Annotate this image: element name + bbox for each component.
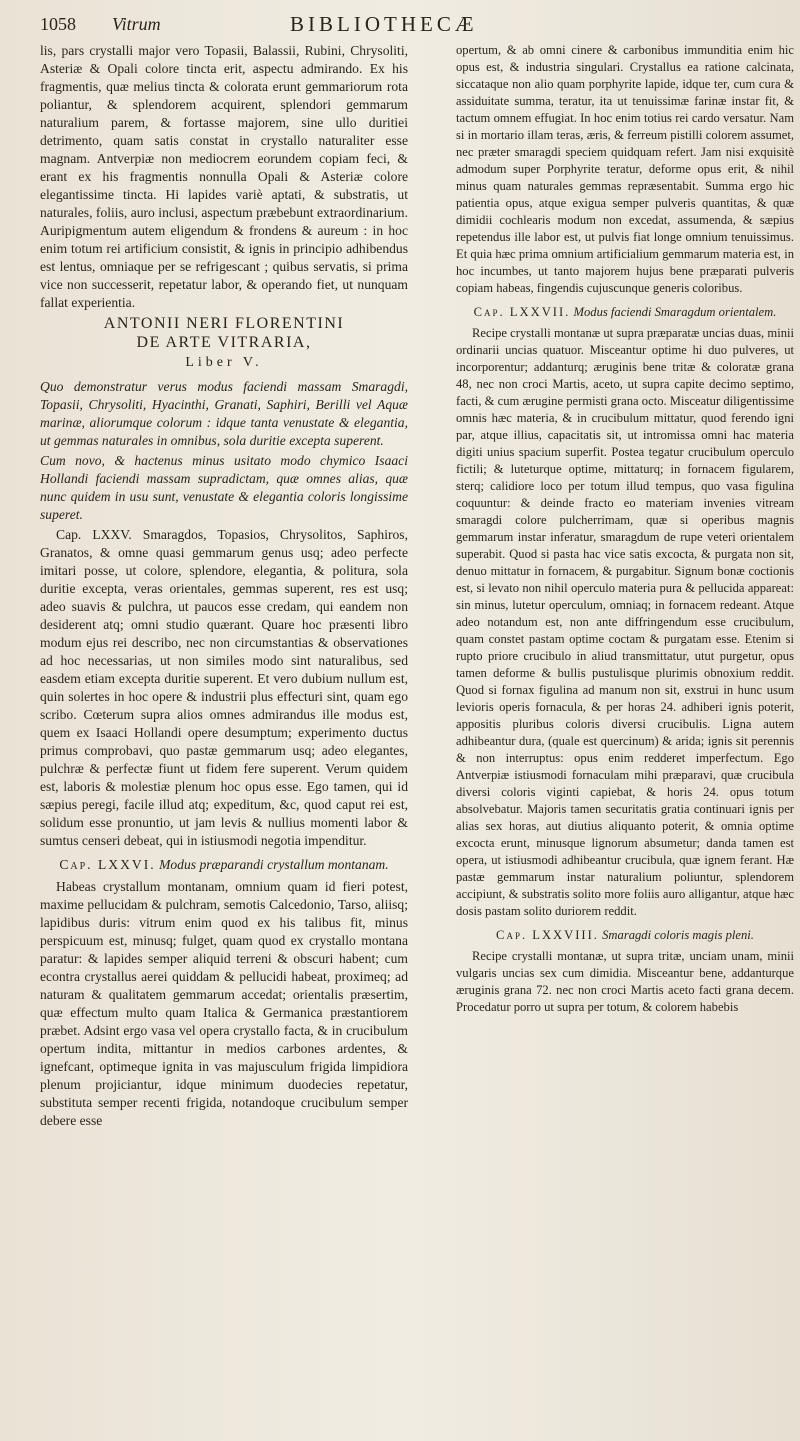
book-title-author: ANTONII NERI FLORENTINI [103,315,345,332]
book-number: Liber V. [185,355,263,370]
book-title-work: DE ARTE VITRARIA, [136,334,312,351]
chapter-title: Modus præparandi crystallum montanam. [159,857,389,872]
chapter-77-heading [456,303,794,321]
chapter-76-heading [40,856,408,874]
chapter-text: Smaragdos, Topasios, Chrysolitos, Saphiros, Granatos, & omne quasi gemmarum genus usq; adeo perfecte imitari posse, ut colore, splendore, elegantia, & politura, sola duritie excepta, veras orientales, gemmas superent, res est usq; adeo suavis & pulchra, ut paucos esse credam, qui eandem non desiderent atq; omni studio quærant. Quare hoc præsenti libro modum ejus rei describo, nec non circumstantias & observationes ad hoc necessarias, ut non similes modo sint naturalibus, sed easdem etiam excepta duritie superent. Et vero dubium nullum est, quin solertes in hoc opere & industrii plus effecturi sint, quam ego scribo. Cœterum supra alios omnes admirandus ille modus est, quem ex Isaaci Hollandi opere desumptum; experimento ductus primus comprobavi, quo pastæ gemmarum usq; adeo elegantes, pulchræ & perfectæ fiunt ut fidem fere superent. Verum quidem est, laboris & molestiæ plenum hoc opus esse. Ego tamen, qui id sæpius peregi, facile illud atq; expeditum, &c, quod caput rei est, solidum esse pronuntio, ut jam levis & nullius momenti labor & sumtus censeri debeat, qui in istiusmodi negotia impenditur. [40,527,408,848]
book-summary-addendum: Cum novo, & hactenus minus usitato modo chymico Isaaci Hollandi faciendi massam supradictam, quæ omnes alias, quæ nunc quidem in usu sunt, venustate & elegantia coloris longissime superet. [40,453,408,522]
paragraph: opertum, & ab omni cinere & carbonibus immunditia enim hic opus est, & industria singulari. Crystallus ea ratione calcinata, siccataque non alio quam porphyrite lapide, idque ter, cum cura & assiduitate summa, teratur, ita ut tenuissimæ farinæ instar fit, & tactum omnem effugiat. In hoc enim totius rei cardo versatur. Nam si in mortario illam teras, æris, & ferreum pistilli colorem assumet, nec præter smaragdi speciem quidquam refert. Jam nisi exquisitè admodum super Porphyrite teratur, deforme opus erit, & nihil minus quam naturales gemmas repræsentabit. Summa ergo hic patientia opus, atque exigua semper pulveris quantitas, & quæ dimidii cochlearis modum non excedat, assumenda, & sæpius repetendus ille labor est, ut pulvis fiat longe omnium tenuissimus. Et quia hæc prima omnium artificialium gemmarum materia est, in hoc incumbes, ut tanto majorem hujus bene præparati pulveris copiam habeas, fingendis cujuscunque generis coloribus. [456,43,794,295]
chapter-75 [40,526,408,850]
book-title-block [40,314,408,374]
left-column [40,42,408,1292]
chapter-76-text: Habeas crystallum montanam, omnium quam id fieri potest, maxime pellucidam & pulchram, semotis Calcedonio, Tarso, aliisq; lapidibus duris: vitrum enim quod ex his talibus fit, minus perspicuum est, minusq; fulget, quam quod ex crystallo montana paratur: & lapides semper aliquid terreni & obscuri habent; cum econtra crystallus aerei quiddam & pellucidi habeat, proximeq; ad naturam & qualitatem gemmarum accedat; orientalis præsertim, quæ effectum multo quam Italica & Germanica præstantiorem præbet. Adsint ergo vasa vel opera crystallo facta, & in crucibulum opertum indita, mittantur in medios carbones ardentes, & ignefcant, optimeque ignita in vas majusculum frigida limpidiora plenum projiciantur, idque minimum duodecies repetatur, substituta semper recenti frigida, notandoque crucibulum semper debere esse [40,879,408,1128]
book-summary: Quo demonstratur verus modus faciendi massam Smaragdi, Topasii, Chrysoliti, Hyacinthi, Granati, Saphiri, Berilli vel Aquæ marinæ, aliorumque colorum : idque tanta venustate & elegantia, ut gemmas naturales in omnibus, sola duritie excepta superent. [40,379,408,448]
page-header [40,10,780,38]
chapter-label: Cap. LXXVIII. [496,928,599,942]
chapter-label: Cap. LXXVII. [473,305,571,319]
page-number: 1058 [40,14,76,34]
chapter-78-heading [456,926,794,944]
header-author: Vitrum [112,14,161,34]
paragraph: lis, pars crystalli major vero Topasii, Balassii, Rubini, Chrysoliti, Asteriæ & Opali colore tincta erit, aspectu admirando. Ex his fragmentis, quæ melius tincta & colorata erunt gemmariorum rota poliantur, & splendorem acquirent, splendori gemmarum naturalium parem, & fortasse majorem, sine ullo duritiei detrimento, quam satis constat in crystallo naturaliter esse magnam. Antverpiæ non mediocrem eorundem copiam feci, & erant ex his fragmentis nonnulla Opali & Asteriæ colore elegantissime tincta. Hi lapides variè aptati, & substratis, ut naturales, foliis, auro inclusi, aspectum præbebunt extraordinarium. Auripigmentum autem eligendum & frondens & aureum : in hoc enim totum rei artificium consistit, & ignis in principio adhibendus est lentus, omniaque per se refrigescant ; quibus servatis, si prima vice non successerit, repetatur labor, & operando fiet, ut nunquam fallat experientia. [40,43,408,310]
chapter-title: Modus faciendi Smaragdum orientalem. [573,305,777,319]
chapter-title: Smaragdi coloris magis pleni. [602,928,754,942]
chapter-77-text: Recipe crystalli montanæ ut supra præparatæ uncias duas, minii ordinarii uncias quatuor. Misceantur optime hi duo pulveres, ut incorporentur; addanturq; æruginis bene tritæ & coloratæ grana 48, nec non croci Martis, aceto, ut supra capite decimo septimo, facti, & cum ærugine permisti grana octo. Misceatur diligentissime omnis hæc materia, & in crucibulum mittatur, quod ferendo igni par, atque illius, capacitatis sit, ut intromissa omni hac materia digiti unius spacium superfit. Postea tegatur crucibulum operculo fictili; & luteturque optime, mittaturq; in fornacem figularem, sterq; calidiore loco per totum illud tempus, quo vasa figulina coquuntur: & deinde fracto eo materiam invenies vitream smaragdi colore pulcherrimam, quæ si operibus magnis gemmarum instar inferatur, smaragdum de rupe veteri orientalem superabit. Quod si pasta hac vice satis excocta, & purgata non sit, denuo mittatur in fornacem, & purgabitur. Signum bonæ coctionis est, si levato non nihil operculo materia pura & pellucida appareat: sin minus, lutetur operculum, omniaq; in fornacem redeant. Atque adeo notandum est, non ante diffringendum esse crucibulum, quam constet pastam optime coctam & purgatam esse. Etenim si rupto priore crucibulo in aliud transmittatur, utut purgetur, opus tamen deforme & bullis pustulisque plurimis obnoxium reddit. Quod si fornax figulina ad manum non sit, exstrui in hunc usum levioris operis fornacula, & per horas 24. adhiberi ignis poterit, appositis pluribus coloris diversi crucibulis. Ligna autem adhibeantur dura, (quale est quercinum) & arida; ignis sit perennis & non interruptus: opus enim redderet imperfectum. Ego Antverpiæ istiusmodi fornaculam mihi præparavi, quæ crucibula diversi coloris viginti capiebat, & horis 24. opus totum absolvebatur. Majoris tamen securitatis gratia continuari ignis per alias sex horas, aut diutius aliquanto poterit, & omnia optime excocta erunt, minusque lignorum absumetur; danda tamen est opera, ut istiusmodi adhibeantur crucibula, quæ ignem ferant. Hæ pastæ gemmarum instar naturalium poliuntur, splendorem accipiunt, & substratis solito more foliis auro alligantur, atque hæc dosis pastam solito duriorem reddit. [456,326,794,918]
blank-margin [0,1300,800,1441]
running-title: BIBLIOTHECÆ [290,12,478,36]
chapter-label: Cap. LXXVI. [59,857,156,872]
right-column [456,42,794,1292]
chapter-label: Cap. LXXV. [56,527,132,542]
chapter-78-text: Recipe crystalli montanæ, ut supra tritæ, unciam unam, minii vulgaris uncias sex cum dimidia. Misceantur bene, addanturque æruginis grana 72. nec non croci Martis aceto facti grana decem. Procedatur porro ut supra per totum, & colorem habebis [456,949,794,1014]
